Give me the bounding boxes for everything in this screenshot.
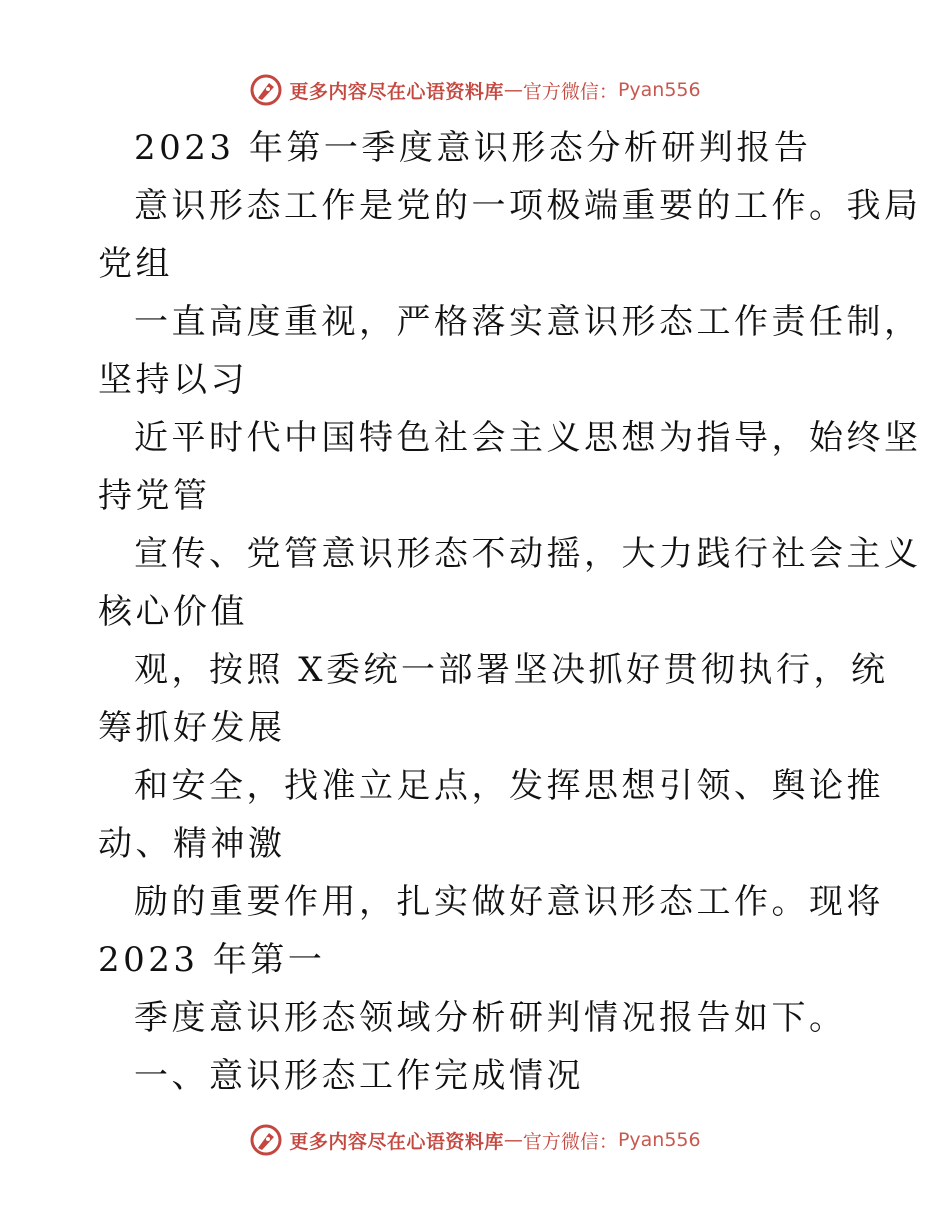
paragraph-line: 宣传、党管意识形态不动摇，大力践行社会主义: [134, 534, 922, 574]
watermark-main-text: 更多内容尽在心语资料库: [289, 80, 504, 103]
watermark-account: Pyan556: [617, 79, 701, 101]
watermark-wechat-label: 官方微信：: [522, 80, 618, 103]
paragraph-line: 和安全，找准立足点，发挥思想引领、舆论推: [134, 766, 884, 806]
paragraph-line: 近平时代中国特色社会主义思想为指导，始终坚: [134, 418, 922, 458]
watermark-footer: [0, 1120, 950, 1160]
document-title: 2023 年第一季度意识形态分析研判报告: [134, 128, 812, 168]
watermark-separator: —: [503, 79, 523, 101]
paragraph-line: 核心价值: [98, 592, 248, 632]
paragraph-line: 季度意识形态领域分析研判情况报告如下。: [134, 998, 847, 1038]
watermark-separator: —: [503, 1129, 523, 1151]
paragraph-line: 一直高度重视，严格落实意识形态工作责任制，: [134, 302, 922, 342]
paragraph-line: 动、精神激: [98, 824, 286, 864]
watermark-account: Pyan556: [617, 1129, 701, 1151]
watermark-main-text: 更多内容尽在心语资料库: [289, 1130, 504, 1153]
paragraph-line: 意识形态工作是党的一项极端重要的工作。我局: [134, 186, 922, 226]
section-heading: 一、意识形态工作完成情况: [134, 1056, 584, 1096]
paragraph-line: 党组: [98, 244, 173, 284]
paragraph-line: 持党管: [98, 476, 211, 516]
watermark-wechat-label: 官方微信：: [522, 1130, 618, 1153]
paragraph-line: 2023 年第一: [98, 940, 326, 980]
paragraph-line: 坚持以习: [98, 360, 248, 400]
fountain-pen-nib-icon: [249, 1123, 283, 1157]
paragraph-line: 励的重要作用，扎实做好意识形态工作。现将: [134, 882, 884, 922]
paragraph-line: 筹抓好发展: [98, 708, 286, 748]
paragraph-line: 观，按照 X委统一部署坚决抓好贯彻执行，统: [134, 650, 889, 690]
